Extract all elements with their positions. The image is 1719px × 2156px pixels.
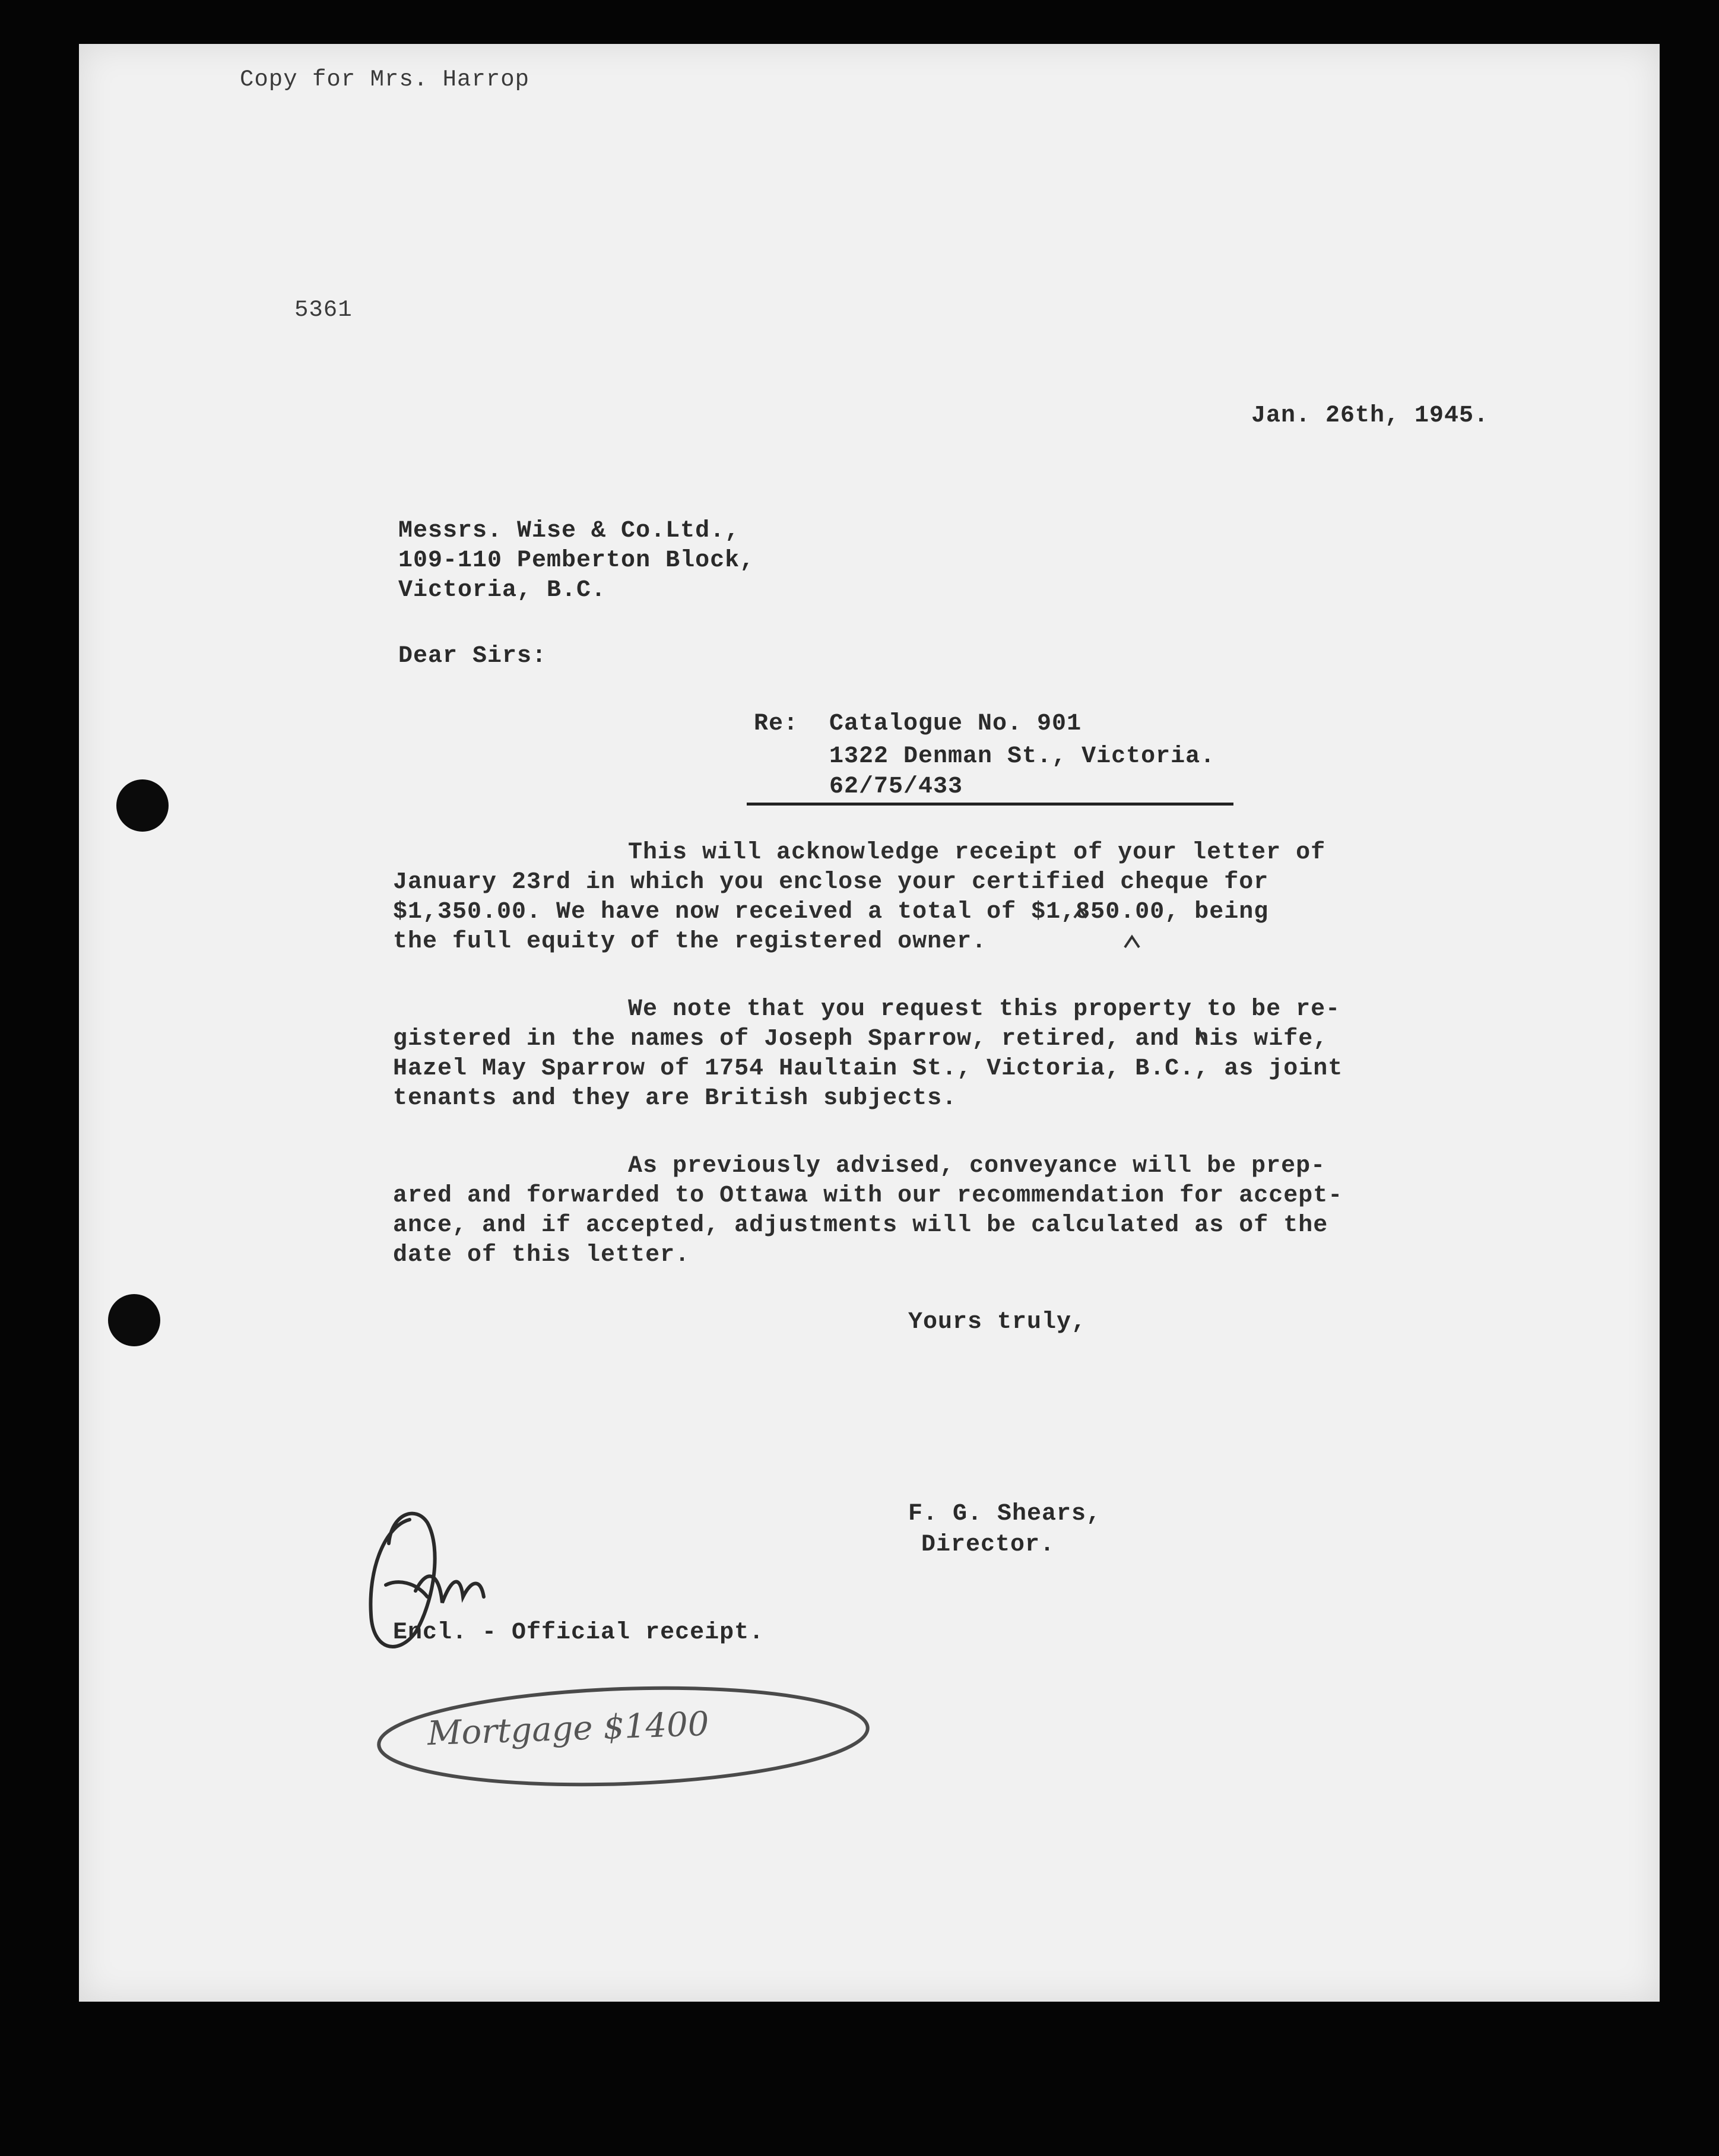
salutation: Dear Sirs: xyxy=(398,643,547,670)
signatory-name: F. G. Shears, xyxy=(908,1501,1102,1527)
reference-underline xyxy=(747,803,1233,806)
enclosure-note: Encl. - Official receipt. xyxy=(393,1619,765,1646)
paragraph-3-line-4: date of this letter. xyxy=(393,1242,690,1269)
reference-label: Re: xyxy=(754,711,799,737)
file-number: 5361 xyxy=(294,297,353,323)
paragraph-1-line-2: January 23rd in which you enclose your certified cheque for xyxy=(393,869,1269,896)
paragraph-2-line-1: We note that you request this property to be re- xyxy=(628,996,1341,1023)
copy-note: Copy for Mrs. Harrop xyxy=(240,66,530,93)
signatory-title: Director. xyxy=(921,1532,1055,1558)
paragraph-1-line-1: This will acknowledge receipt of your letter of xyxy=(628,839,1326,866)
paragraph-2-line-4: tenants and they are British subjects. xyxy=(393,1085,957,1112)
paragraph-1-line-4: the full equity of the registered owner. xyxy=(393,928,987,955)
reference-line-3: 62/75/433 xyxy=(829,773,963,800)
recipient-line-3: Victoria, B.C. xyxy=(398,577,607,604)
reference-line-1: Catalogue No. 901 xyxy=(829,711,1082,737)
paragraph-1-line-3: $1,350.00. We have now received a total of $1,850.00, being xyxy=(393,899,1269,925)
closing: Yours truly, xyxy=(908,1309,1087,1336)
paragraph-3-line-1: As previously advised, conveyance will be prep- xyxy=(628,1153,1326,1180)
letter-date: Jan. 26th, 1945. xyxy=(1251,402,1489,429)
paragraph-2-line-3: Hazel May Sparrow of 1754 Haultain St., Victoria, B.C., as joint xyxy=(393,1055,1343,1082)
paragraph-3-line-2: ared and forwarded to Ottawa with our recommendation for accept- xyxy=(393,1182,1343,1209)
punch-hole-bottom xyxy=(108,1294,160,1346)
document-page xyxy=(79,44,1660,2002)
recipient-line-1: Messrs. Wise & Co.Ltd., xyxy=(398,518,740,544)
paragraph-2-line-2: gistered in the names of Joseph Sparrow, retired, and his wife, xyxy=(393,1026,1328,1052)
recipient-line-2: 109-110 Pemberton Block, xyxy=(398,547,755,574)
punch-hole-top xyxy=(116,779,169,832)
reference-line-2: 1322 Denman St., Victoria. xyxy=(829,743,1216,770)
handwritten-mortgage-note: Mortgage $1400 xyxy=(427,1704,710,1754)
paragraph-3-line-3: ance, and if accepted, adjustments will be calculated as of the xyxy=(393,1212,1328,1239)
